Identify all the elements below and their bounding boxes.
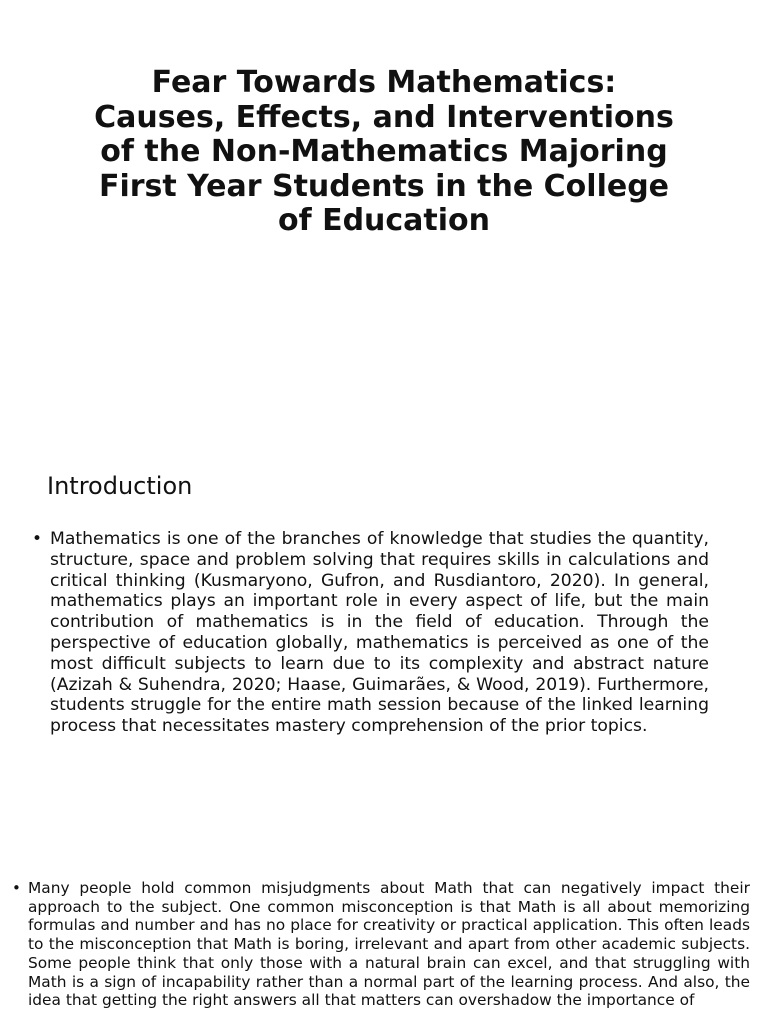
bullet-icon: • (12, 879, 21, 897)
misjudgments-slide (0, 860, 768, 1024)
document-title: Fear Towards Mathematics: Causes, Effects, and Interventions of the Non-Mathematics Majoring First Year Students in the College of Education (94, 65, 674, 238)
introduction-slide (0, 440, 768, 860)
misjudgments-bullet (12, 879, 750, 1010)
bullet-icon: • (32, 529, 43, 549)
misjudgments-paragraph: Many people hold common misjudgments about Math that can negatively impact their approach to the subject. One common misconception is that Math is all about memorizing formulas and number and has no place for creativity or practical application. This often leads to the misconception that Math is boring, irrelevant and apart from other academic subjects. Some people think that only those with a natural brain can excel, and that struggling with Math is a sign of incapability rather than a normal part of the learning process. And also, the idea that getting the right answers all that matters can overshadow the importance of (28, 879, 750, 1010)
title-slide (0, 0, 768, 440)
introduction-paragraph: Mathematics is one of the branches of knowledge that studies the quantity, structure, space and problem solving that requires skills in calculations and critical thinking (Kusmaryono, Gufron, and Rusdiantoro, 2020). In general, mathematics plays an important role in every aspect of life, but the main contribution of mathematics is in the field of education. Through the perspective of education globally, mathematics is perceived as one of the most difficult subjects to learn due to its complexity and abstract nature (Azizah & Suhendra, 2020; Haase, Guimarães, & Wood, 2019). Furthermore, students struggle for the entire math session because of the linked learning process that necessitates mastery comprehension of the prior topics. (50, 529, 709, 737)
introduction-heading: Introduction (47, 472, 193, 500)
introduction-bullet (32, 529, 709, 737)
